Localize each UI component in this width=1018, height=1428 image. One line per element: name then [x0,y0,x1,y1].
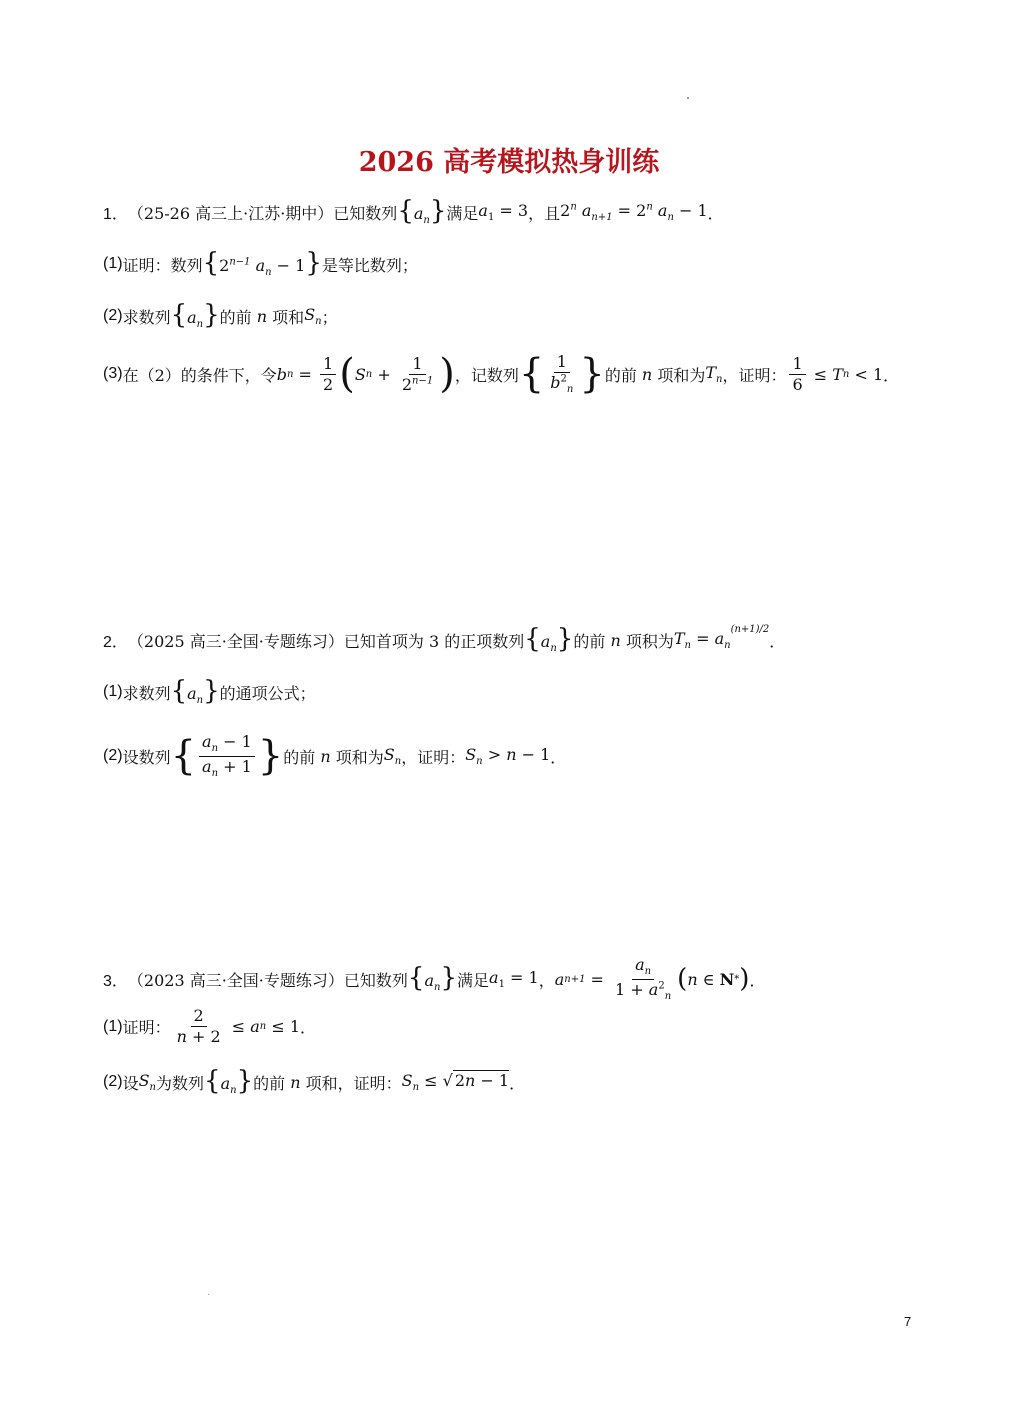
part-text: 的通项公式； [219,683,316,703]
part-text: ． [550,747,567,767]
math-n: n [315,746,336,766]
question-1-part-2 [103,302,338,330]
stem-text: ． [707,203,724,223]
math-sequence: $\{a_n\}$ [170,300,220,331]
part-text: 是等比数列； [321,255,418,275]
math-sequence: $\{a_n\}$ [204,1066,254,1097]
page-number: 7 [904,1314,912,1329]
math-bn-definition: b n = $\frac{1}{2}$ ( S n + $\frac{1}{2^{n-1}}$ ) [276,351,455,398]
part-text: ，证明： [722,365,787,385]
part-text: 设数列 [122,747,171,767]
math-sequence-frac: { $\frac{a_n - 1}{a_n + 1}$ } [170,732,284,780]
math-sum: $S_n$ [138,1071,156,1094]
stem-text: 已知首项为 3 的正项数列 [343,631,525,651]
stem-text: 的前 [573,631,606,651]
math-n: n [636,364,658,384]
part-text: 求数列 [122,307,171,327]
part-text: 的前 [604,365,637,385]
math-sequence: $\{a_n\}$ [397,196,447,227]
question-2-part-2 [103,732,566,780]
part-text: 求数列 [122,683,171,703]
math-sequence-recip: { $\frac{1}{b^2_n}$ } [518,351,605,398]
part-label: (1) [103,683,123,701]
stem-text: ． [769,631,786,651]
part-text: ． [509,1073,526,1093]
question-2-part-1 [103,678,316,706]
part-text: 的前 [219,307,252,327]
question-number: 2． [103,633,128,651]
stem-text: 已知数列 [343,970,408,990]
math-inequality: $\frac{1}{6}$ ≤ T n < 1 [786,354,883,395]
part-label: (2) [103,1073,123,1091]
part-text: ； [321,307,338,327]
part-label: (1) [103,255,123,273]
question-1-part-1 [103,250,418,278]
part-label: (1) [103,1017,123,1035]
part-text: 证明：数列 [122,255,203,275]
stem-text: 已知数列 [333,203,398,223]
question-number: 3． [103,972,128,990]
stem-text: 项积为 [625,631,674,651]
math-n: n [285,1072,306,1092]
stem-text: ． [749,970,766,990]
question-2-stem [103,623,786,655]
stem-text: 满足 [457,970,490,990]
part-text: ，记数列 [454,365,519,385]
math-sequence: $\{a_n\}$ [524,624,574,655]
math-n: n [605,630,626,650]
math-product: $T_n = a_n^{(n+1)/2}$ [673,623,770,652]
math-inequality: $S_n$ ≤ √ 2n − 1 [401,1071,510,1094]
part-text: ． [300,1018,317,1037]
part-text: ． [883,365,900,385]
part-text: 为数列 [156,1073,205,1093]
question-source: （25-26 高三上·江苏·期中） [127,203,334,223]
stem-text: ，且 [528,203,561,223]
part-text: 项和，证明： [305,1073,402,1093]
speck [687,97,689,99]
part-text: 项和 [272,307,305,327]
question-number: 1． [103,205,128,223]
math-inequality: $S_n > n - 1$ [465,745,551,768]
part-label: (2) [103,307,123,325]
math-initial: $a_1 = 3$ [478,201,529,224]
part-text: 证明： [122,1018,171,1037]
part-text: ，证明： [401,747,466,767]
part-text: 在（2）的条件下，令 [122,365,277,385]
speck [208,1294,209,1295]
question-3-part-1 [103,1006,316,1047]
math-sum: $S_n$ [304,305,322,328]
question-source: （2023 高三·全国·专题练习） [127,970,344,990]
math-tn: $T_n$ [705,363,723,386]
math-sequence: $\{a_n\}$ [407,963,457,994]
question-source: （2025 高三·全国·专题练习） [127,631,344,651]
math-sum: $S_n$ [383,745,402,768]
part-text: 的前 [283,747,316,767]
part-text: 的前 [253,1073,286,1093]
math-recurrence: 2$^n$ $a_{n+1} = 2^n$ $a_n - 1$ [560,201,708,224]
math-inequality: $\frac{2}{n + 2}$ ≤ a n ≤ 1 [176,1006,300,1046]
part-text: 项和为 [335,747,384,767]
question-1-stem [103,198,724,226]
question-3-stem [103,955,765,1003]
math-sequence: {$2^{n-1}$ $a_n - 1$} [202,248,322,279]
math-initial: $a_1 = 1$ [489,968,539,991]
part-text: 项和为 [657,365,706,385]
part-label: (3) [103,365,123,383]
part-text: 设 [122,1073,139,1093]
part-label: (2) [103,747,123,765]
question-1-part-3 [103,352,899,397]
math-recurrence: a n+1 = $\frac{a_n}{1 + a^2_n}$ ( n ∈ N * ) [554,955,750,1002]
math-n: n [251,306,273,326]
math-sequence: $\{a_n\}$ [170,676,220,707]
question-3-part-2 [103,1068,525,1096]
stem-text: 满足 [446,203,479,223]
stem-text: ， [538,970,555,990]
page-title: 2026 高考模拟热身训练 [358,147,660,178]
